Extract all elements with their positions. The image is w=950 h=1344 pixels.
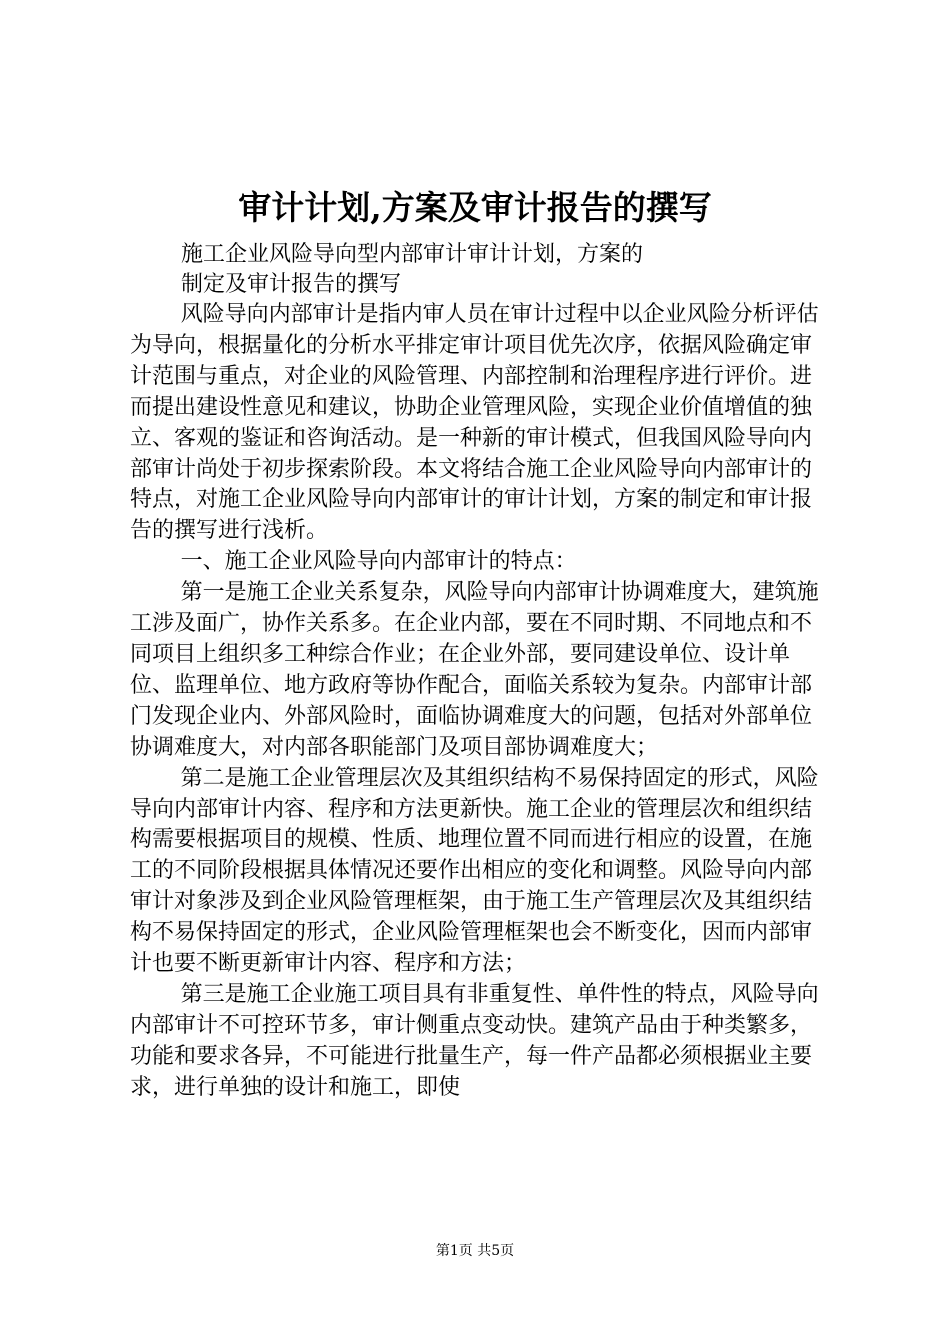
- document-body: [130, 300, 830, 1104]
- paragraph-intro: 风险导向内部审计是指内审人员在审计过程中以企业风险分析评估为导向，根据量化的分析水平排定审计项目优先次序，依据风险确定审计范围与重点，对企业的风险管理、内部控制和治理程序进行评价。进而提出建设性意见和建议，协助企业管理风险，实现企业价值增值的独立、客观的鉴证和咨询活动。是一种新的审计模式，但我国风险导向内部审计尚处于初步探索阶段。本文将结合施工企业风险导向内部审计的特点，对施工企业风险导向内部审计的审计计划，方案的制定和审计报告的撰写进行浅析。: [130, 302, 819, 544]
- document-subtitle: [181, 240, 781, 300]
- subtitle-line-1: 施工企业风险导向型内部审计审计计划，方案的: [181, 242, 644, 267]
- paragraph-point-2: 第二是施工企业管理层次及其组织结构不易保持固定的形式，风险导向内部审计内容、程序和方法更新快。施工企业的管理层次和组织结构需要根据项目的规模、性质、地理位置不同而进行相应的设置，在施工的不同阶段根据具体情况还要作出相应的变化和调整。风险导向内部审计对象涉及到企业风险管理框架，由于施工生产管理层次及其组织结构不易保持固定的形式，企业风险管理框架也会不断变化，因而内部审计也要不断更新审计内容、程序和方法；: [130, 765, 819, 977]
- document-title: 审计计划,方案及审计报告的撰写: [238, 188, 712, 227]
- section-heading-1: 一、施工企业风险导向内部审计的特点：: [180, 549, 577, 575]
- paragraph-point-1: 第一是施工企业关系复杂，风险导向内部审计协调难度大，建筑施工涉及面广，协作关系多。在企业内部，要在不同时期、不同地点和不同项目上组织多工种综合作业；在企业外部，要同建设单位、设计单位、监理单位、地方政府等协作配合，面临关系较为复杂。内部审计部门发现企业内、外部风险时，面临协调难度大的问题，包括对外部单位协调难度大，对内部各职能部门及项目部协调难度大；: [130, 580, 819, 760]
- subtitle-line-2: 制定及审计报告的撰写: [181, 272, 402, 297]
- paragraph-point-3: 第三是施工企业施工项目具有非重复性、单件性的特点，风险导向内部审计不可控环节多，审计侧重点变动快。建筑产品由于种类繁多，功能和要求各异，不可能进行批量生产，每一件产品都必须根据业主要求，进行单独的设计和施工，即使: [130, 981, 819, 1100]
- page-footer: 第1页 共5页: [435, 1243, 515, 1259]
